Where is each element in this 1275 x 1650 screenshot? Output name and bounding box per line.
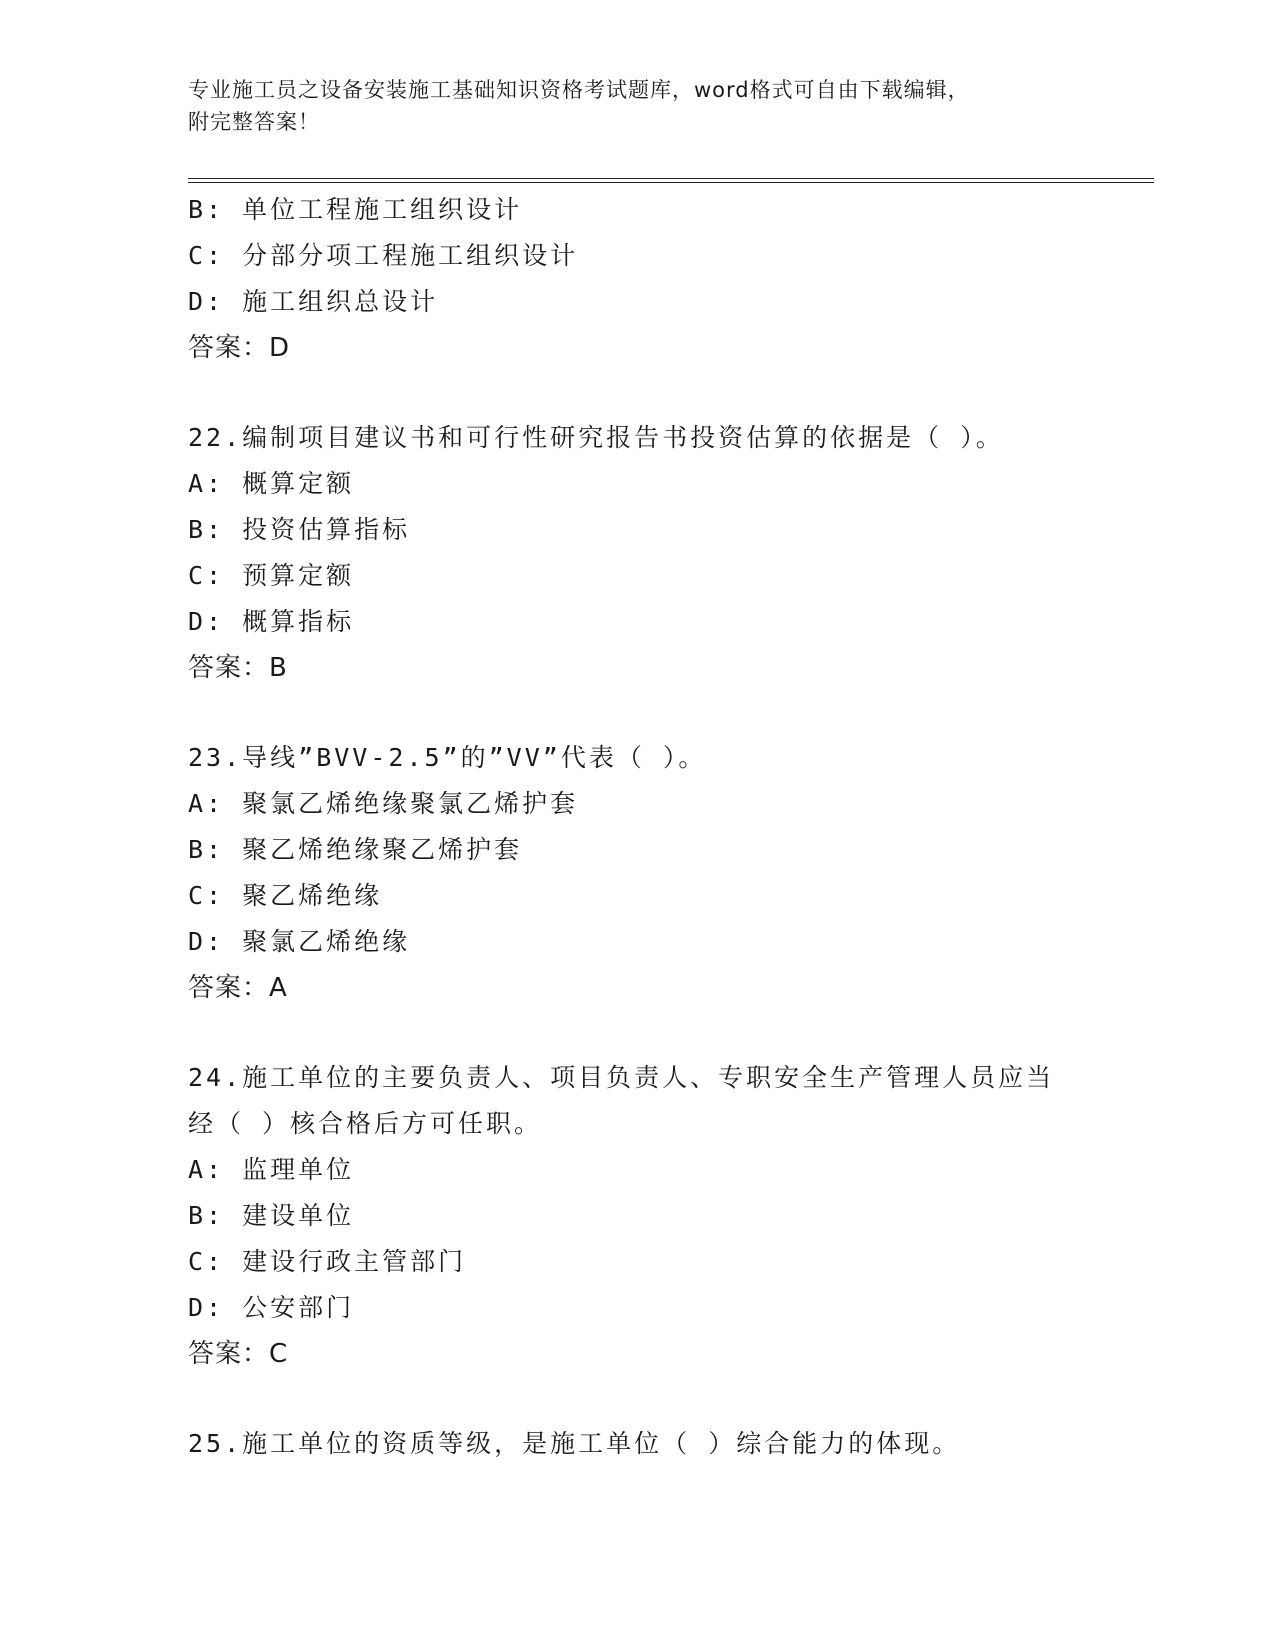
spacer <box>188 1011 1088 1055</box>
option-b: B: 单位工程施工组织设计 <box>188 195 523 224</box>
answer-label: 答案：C <box>188 1339 289 1369</box>
question-list <box>188 187 1088 1467</box>
spacer <box>188 371 1088 415</box>
question-text-line-1: 24.施工单位的主要负责人、项目负责人、专职安全生产管理人员应当 <box>188 1063 1055 1092</box>
answer-label: 答案：D <box>188 333 291 363</box>
question-text: 23.导线”BVV-2.5”的”VV”代表（ ）。 <box>188 743 707 772</box>
answer-label: 答案：A <box>188 973 288 1003</box>
question-block-25 <box>188 1421 1068 1467</box>
option-a: A: 概算定额 <box>188 469 355 498</box>
question-text: 25.施工单位的资质等级，是施工单位（ ）综合能力的体现。 <box>188 1429 961 1458</box>
option-a: A: 聚氯乙烯绝缘聚氯乙烯护套 <box>188 789 579 818</box>
option-d: D: 概算指标 <box>188 607 355 636</box>
question-block-24 <box>188 1055 1068 1377</box>
option-b: B: 建设单位 <box>188 1201 355 1230</box>
question-block-22 <box>188 415 1068 691</box>
question-block-21 <box>188 187 1088 371</box>
option-c: C: 聚乙烯绝缘 <box>188 881 383 910</box>
document-header <box>188 74 1068 138</box>
option-d: D: 施工组织总设计 <box>188 287 439 316</box>
option-b: B: 投资估算指标 <box>188 515 411 544</box>
option-d: D: 聚氯乙烯绝缘 <box>188 927 411 956</box>
spacer <box>188 691 1088 735</box>
header-line-1: 专业施工员之设备安装施工基础知识资格考试题库，word格式可自由下载编辑， <box>188 78 970 102</box>
answer-label: 答案：B <box>188 653 288 683</box>
spacer <box>188 1377 1088 1421</box>
option-c: C: 分部分项工程施工组织设计 <box>188 241 579 270</box>
option-d: D: 公安部门 <box>188 1293 355 1322</box>
option-c: C: 建设行政主管部门 <box>188 1247 467 1276</box>
option-b: B: 聚乙烯绝缘聚乙烯护套 <box>188 835 523 864</box>
header-divider <box>188 178 1154 183</box>
question-text-line-2: 经（ ）核合格后方可任职。 <box>188 1109 543 1138</box>
question-block-23 <box>188 735 1068 1011</box>
option-c: C: 预算定额 <box>188 561 355 590</box>
option-a: A: 监理单位 <box>188 1155 355 1184</box>
question-text: 22.编制项目建议书和可行性研究报告书投资估算的依据是（ ）。 <box>188 423 1004 452</box>
header-line-2: 附完整答案！ <box>188 110 320 134</box>
